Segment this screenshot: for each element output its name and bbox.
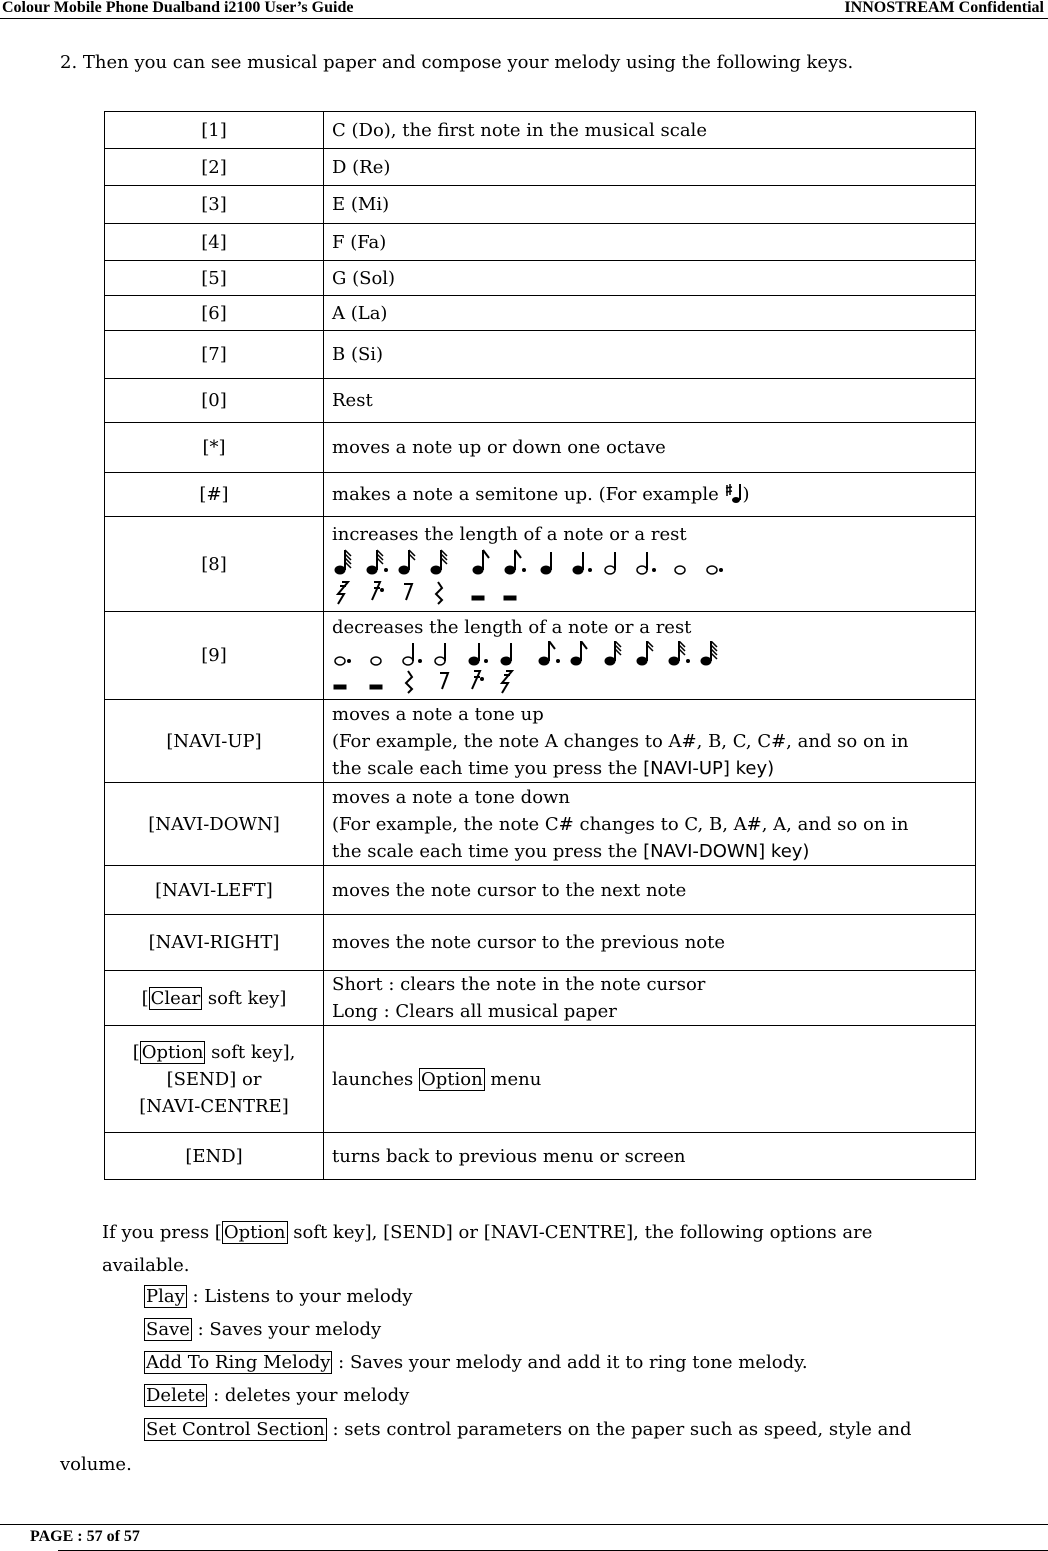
desc-cell: Rest [324, 379, 976, 423]
header-confidential: INNOSTREAM Confidential [844, 0, 1044, 16]
desc-cell [324, 971, 976, 1026]
desc-cell [324, 517, 976, 612]
decrease-notes [332, 641, 967, 697]
key-cell: [NAVI-RIGHT] [105, 915, 324, 971]
desc-cell: F (Fa) [324, 224, 976, 261]
desc-cell: E (Mi) [324, 186, 976, 224]
table-row [105, 700, 976, 783]
option-label: Add To Ring Melody [146, 1352, 331, 1373]
navi-down-line2: (For example, the note C# changes to C, B, A#, A, and so on in [332, 813, 909, 835]
key-table [104, 111, 976, 1180]
increase-desc: increases the length of a note or a rest [332, 523, 687, 545]
option-softkey-label: Option [141, 1041, 204, 1063]
navi-up-line1: moves a note a tone up [332, 703, 544, 725]
desc-cell: moves the note cursor to the previous note [324, 915, 976, 971]
increase-note-sequence-icon [332, 548, 752, 608]
key-cell: [7] [105, 331, 324, 379]
desc-cell: B (Si) [324, 331, 976, 379]
long-label: Long [332, 1001, 378, 1022]
navi-down-line1: moves a note a tone down [332, 786, 571, 808]
key-cell: [8] [105, 517, 324, 612]
desc-cell [324, 473, 976, 517]
table-row [105, 971, 976, 1026]
table-row [105, 1026, 976, 1133]
option-softkey-inline: Option [223, 1222, 286, 1243]
navi-up-key-ref: [NAVI-UP] key) [643, 757, 775, 779]
short-label: Short [332, 974, 383, 995]
navi-up-line2: (For example, the note A changes to A#, B, C, C#, and so on in [332, 730, 909, 752]
key-cell: [#] [105, 473, 324, 517]
increase-notes [332, 548, 967, 608]
key-cell: [NAVI-UP] [105, 700, 324, 783]
page-header [0, 0, 1048, 19]
desc-cell: turns back to previous menu or screen [324, 1133, 976, 1180]
clear-softkey-label: Clear [150, 987, 201, 1009]
decrease-note-sequence-icon [332, 641, 752, 697]
option-play: Play : Listens to your melody [146, 1286, 413, 1307]
options-tail: volume. [60, 1454, 132, 1475]
table-row [105, 473, 976, 517]
decrease-desc: decreases the length of a note or a rest [332, 617, 692, 638]
key-cell: [END] [105, 1133, 324, 1180]
long-press-line: Long : Clears all musical paper [332, 1001, 617, 1022]
header-title: Colour Mobile Phone Dualband i2100 User’s Guide [2, 0, 354, 16]
intro-text: 2. Then you can see musical paper and compose your melody using the following keys. [60, 52, 854, 73]
option-label: Set Control Section [146, 1419, 325, 1440]
option-menu-label: Option [420, 1068, 483, 1090]
key-cell: [3] [105, 186, 324, 224]
key-cell: [ Clear soft key] [105, 971, 324, 1026]
table-row [105, 423, 976, 473]
option-add-to-ring-melody: Add To Ring Melody : Saves your melody and add it to ring tone melody. [146, 1352, 808, 1373]
navi-down-key-ref: [NAVI-DOWN] key) [643, 840, 810, 862]
desc-cell: D (Re) [324, 149, 976, 186]
key-cell: [NAVI-LEFT] [105, 866, 324, 915]
table-row [105, 783, 976, 866]
key-cell: [9] [105, 612, 324, 700]
navi-centre-key-label: [NAVI-CENTRE] [139, 1095, 289, 1117]
send-key-label: [SEND] or [166, 1068, 262, 1090]
table-row [105, 866, 976, 915]
key-cell: [2] [105, 149, 324, 186]
desc-cell: moves a note up or down one octave [324, 423, 976, 473]
table-row [105, 186, 976, 224]
short-press-line: Short : clears the note in the note cursor [332, 974, 706, 995]
table-row [105, 612, 976, 700]
key-cell: [*] [105, 423, 324, 473]
desc-cell [324, 783, 976, 866]
navi-up-line3: the scale each time you press the [NAVI-UP] key) [332, 757, 775, 779]
table-row [105, 1133, 976, 1180]
sharp-note-icon [725, 482, 743, 504]
key-cell: [5] [105, 261, 324, 296]
table-row [105, 331, 976, 379]
sharp-desc: makes a note a semitone up. (For example [332, 484, 719, 505]
key-cell: [ Option soft key], [SEND] or [NAVI-CENTRE] [105, 1026, 324, 1133]
desc-cell: launches Option menu [324, 1026, 976, 1133]
option-save: Save : Saves your melody [146, 1319, 382, 1340]
table-row [105, 517, 976, 612]
page-number: PAGE : 57 of 57 [30, 1528, 140, 1545]
table-row [105, 224, 976, 261]
table-row [105, 261, 976, 296]
option-label: Save [146, 1319, 190, 1340]
table-row [105, 379, 976, 423]
option-label: Play [146, 1286, 185, 1307]
desc-cell: G (Sol) [324, 261, 976, 296]
desc-cell: moves the note cursor to the next note [324, 866, 976, 915]
option-label: Delete [146, 1385, 206, 1406]
desc-cell: C (Do), the first note in the musical scale [324, 112, 976, 149]
desc-cell [324, 612, 976, 700]
option-delete: Delete : deletes your melody [146, 1385, 410, 1406]
option-set-control-section: Set Control Section : sets control parameters on the paper such as speed, style and [146, 1419, 912, 1440]
key-cell: [1] [105, 112, 324, 149]
page-footer [0, 1524, 1048, 1551]
table-row [105, 296, 976, 331]
table-row [105, 112, 976, 149]
key-cell: [4] [105, 224, 324, 261]
key-cell: [NAVI-DOWN] [105, 783, 324, 866]
key-cell: [0] [105, 379, 324, 423]
sharp-desc-tail: ) [742, 484, 750, 505]
desc-cell [324, 700, 976, 783]
table-row [105, 149, 976, 186]
navi-down-line3: the scale each time you press the [NAVI-DOWN] key) [332, 840, 810, 862]
table-row [105, 915, 976, 971]
desc-cell: A (La) [324, 296, 976, 331]
options-intro: If you press [ Option soft key], [SEND] or [NAVI-CENTRE], the following options are available. [102, 1222, 873, 1276]
key-cell: [6] [105, 296, 324, 331]
